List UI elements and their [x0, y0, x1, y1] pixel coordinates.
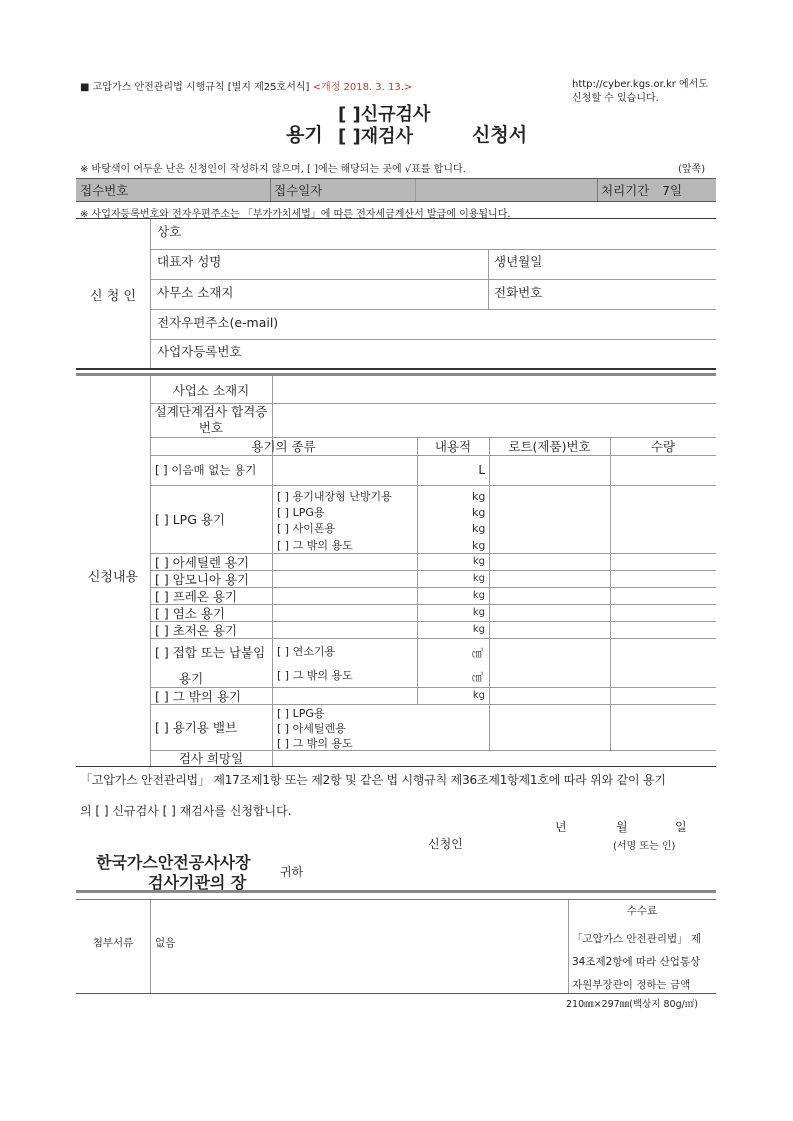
email-field[interactable]: 전자우편주소(e-mail) — [157, 315, 279, 330]
attachments-value: 없음 — [155, 936, 176, 949]
column-volume-header: 내용적 — [434, 439, 472, 454]
declaration-line1: 「고압가스 안전관리법」 제17조제1항 또는 제2항 및 같은 법 시행규칙 제36조제1항제1호에 따라 위와 같이 용기 — [80, 773, 666, 787]
recipient-line1: 한국가스안전공사사장 — [96, 853, 251, 872]
lpg-sub-unit: kg — [472, 539, 486, 552]
welded-sub-unit: ㎤ — [472, 647, 483, 660]
lpg-sub-lpg-checkbox[interactable]: [ ] LPG용 — [277, 506, 325, 519]
lpg-sub-other-checkbox[interactable]: [ ] 그 밖의 용도 — [277, 539, 353, 552]
online-note-text: 신청할 수 있습니다. — [572, 93, 659, 104]
valve-checkbox[interactable]: [ ] 용기용 밸브 — [155, 720, 238, 735]
declaration-line2: 의 [ ] 신규검사 [ ] 재검사를 신청합니다. — [80, 804, 292, 818]
desired-date-label: 검사 희망일 — [178, 751, 244, 766]
welded-sub-burner-checkbox[interactable]: [ ] 연소기용 — [277, 645, 336, 658]
recipient-suffix: 귀하 — [280, 865, 304, 879]
fee-title: 수수료 — [626, 905, 658, 917]
date-month[interactable]: 월 — [616, 820, 628, 834]
title-option-re[interactable]: [ ]재검사 — [338, 126, 413, 147]
chlorine-unit: kg — [472, 607, 485, 618]
design-cert-input[interactable] — [276, 404, 714, 437]
content-section-label: 신청내용 — [87, 569, 139, 585]
instruction-note: ※ 바탕색이 어두운 난은 신청인이 작성하지 않으며, [ ]에는 해당되는 곳에 √표를 합니다. — [80, 164, 466, 175]
seamless-unit: L — [478, 463, 485, 477]
design-cert-label-line2: 번호 — [198, 420, 224, 435]
business-number-field[interactable]: 사업자등록번호 — [157, 344, 242, 359]
welded-sub-unit: ㎤ — [472, 671, 483, 684]
column-qty-header: 수량 — [650, 439, 676, 454]
signature-field[interactable]: (서명 또는 인) — [613, 841, 676, 852]
title-prefix: 용기 — [286, 124, 323, 146]
freon-container-checkbox[interactable]: [ ] 프레온 용기 — [155, 588, 238, 604]
paper-spec: 210㎜×297㎜(백상지 80g/㎡) — [566, 999, 699, 1010]
other-container-checkbox[interactable]: [ ] 그 밖의 용기 — [155, 688, 242, 704]
amendment-date: <개정 2018. 3. 13.> — [312, 82, 413, 93]
lpg-sub-unit: kg — [472, 522, 486, 535]
recipient-line2: 검사기관의 장 — [148, 873, 247, 892]
online-note-url: http://cyber.kgs.or.kr 에서도 — [572, 79, 709, 90]
tax-note: ※ 사업자등록번호와 전자우편주소는 「부가가치세법」에 따른 전자세금계산서 발급에 이용됩니다. — [80, 209, 511, 220]
page-side: (앞쪽) — [678, 164, 706, 175]
birth-date-field[interactable]: 생년월일 — [494, 254, 543, 269]
fee-line1: 「고압가스 안전관리법」 제 — [572, 933, 702, 945]
attachments-label: 첨부서류 — [92, 936, 134, 949]
lpg-sub-heater-checkbox[interactable]: [ ] 용기내장형 난방기용 — [277, 490, 392, 503]
welded-label-line2: 용기 — [179, 671, 204, 686]
title-option-new[interactable]: [ ]신규검사 — [338, 104, 431, 125]
lpg-sub-unit: kg — [472, 490, 486, 503]
acetylene-unit: kg — [472, 556, 485, 567]
ammonia-unit: kg — [472, 573, 485, 584]
welded-sub-other-checkbox[interactable]: [ ] 그 밖의 용도 — [277, 669, 353, 682]
online-note — [572, 78, 708, 106]
lpg-container-checkbox[interactable]: [ ] LPG 용기 — [155, 512, 226, 527]
date-day[interactable]: 일 — [675, 820, 687, 834]
form-reference-prefix: ■ 고압가스 안전관리법 시행규칙 [별지 제25호서식] — [80, 82, 310, 93]
valve-sub-other-checkbox[interactable]: [ ] 그 밖의 용도 — [277, 737, 353, 750]
chlorine-container-checkbox[interactable]: [ ] 염소 용기 — [155, 605, 225, 621]
design-cert-label — [150, 404, 272, 436]
fee-line2: 34조제2항에 따라 산업통상 — [572, 956, 701, 968]
cryogenic-unit: kg — [472, 624, 485, 635]
seamless-container-checkbox[interactable]: [ ] 이음매 없는 용기 — [155, 463, 257, 477]
office-address-field[interactable]: 사무소 소재지 — [157, 285, 234, 300]
title-options — [338, 104, 430, 148]
design-cert-label-line1: 설계단계검사 합격증 — [154, 404, 268, 419]
column-lot-header: 로트(제품)번호 — [508, 439, 591, 454]
applicant-section-label: 신 청 인 — [90, 288, 136, 304]
date-year[interactable]: 년 — [555, 820, 567, 834]
freon-unit: kg — [472, 590, 485, 601]
processing-period-label: 처리기간 — [601, 183, 650, 198]
processing-period-value: 7일 — [662, 183, 683, 198]
ammonia-container-checkbox[interactable]: [ ] 암모니아 용기 — [155, 571, 250, 587]
column-type-header: 용기의 종류 — [251, 439, 316, 454]
lpg-sub-unit: kg — [472, 506, 486, 519]
applicant-signature-label: 신청인 — [428, 837, 463, 851]
welded-container-checkbox[interactable] — [155, 640, 265, 692]
site-address-label: 사업소 소재지 — [172, 382, 250, 398]
lpg-sub-siphon-checkbox[interactable]: [ ] 사이폰용 — [277, 522, 336, 535]
receipt-number-label: 접수번호 — [80, 183, 129, 198]
other-unit: kg — [472, 690, 485, 701]
acetylene-container-checkbox[interactable]: [ ] 아세틸렌 용기 — [155, 554, 250, 570]
phone-number-field[interactable]: 전화번호 — [494, 285, 543, 300]
valve-sub-acetylene-checkbox[interactable]: [ ] 아세틸렌용 — [277, 722, 346, 735]
desired-date-input[interactable] — [276, 751, 714, 765]
receipt-date-label: 접수일자 — [274, 183, 323, 198]
title-suffix: 신청서 — [472, 124, 528, 146]
company-name-field[interactable]: 상호 — [157, 224, 182, 239]
welded-label-line1: [ ] 접합 또는 납붙임 — [155, 645, 266, 660]
cryogenic-container-checkbox[interactable]: [ ] 초저온 용기 — [155, 622, 238, 638]
site-address-input[interactable] — [276, 376, 714, 403]
fee-line3: 자원부장관이 정하는 금액 — [572, 979, 691, 991]
form-reference — [80, 78, 412, 93]
representative-name-field[interactable]: 대표자 성명 — [157, 254, 222, 269]
valve-sub-lpg-checkbox[interactable]: [ ] LPG용 — [277, 707, 325, 720]
